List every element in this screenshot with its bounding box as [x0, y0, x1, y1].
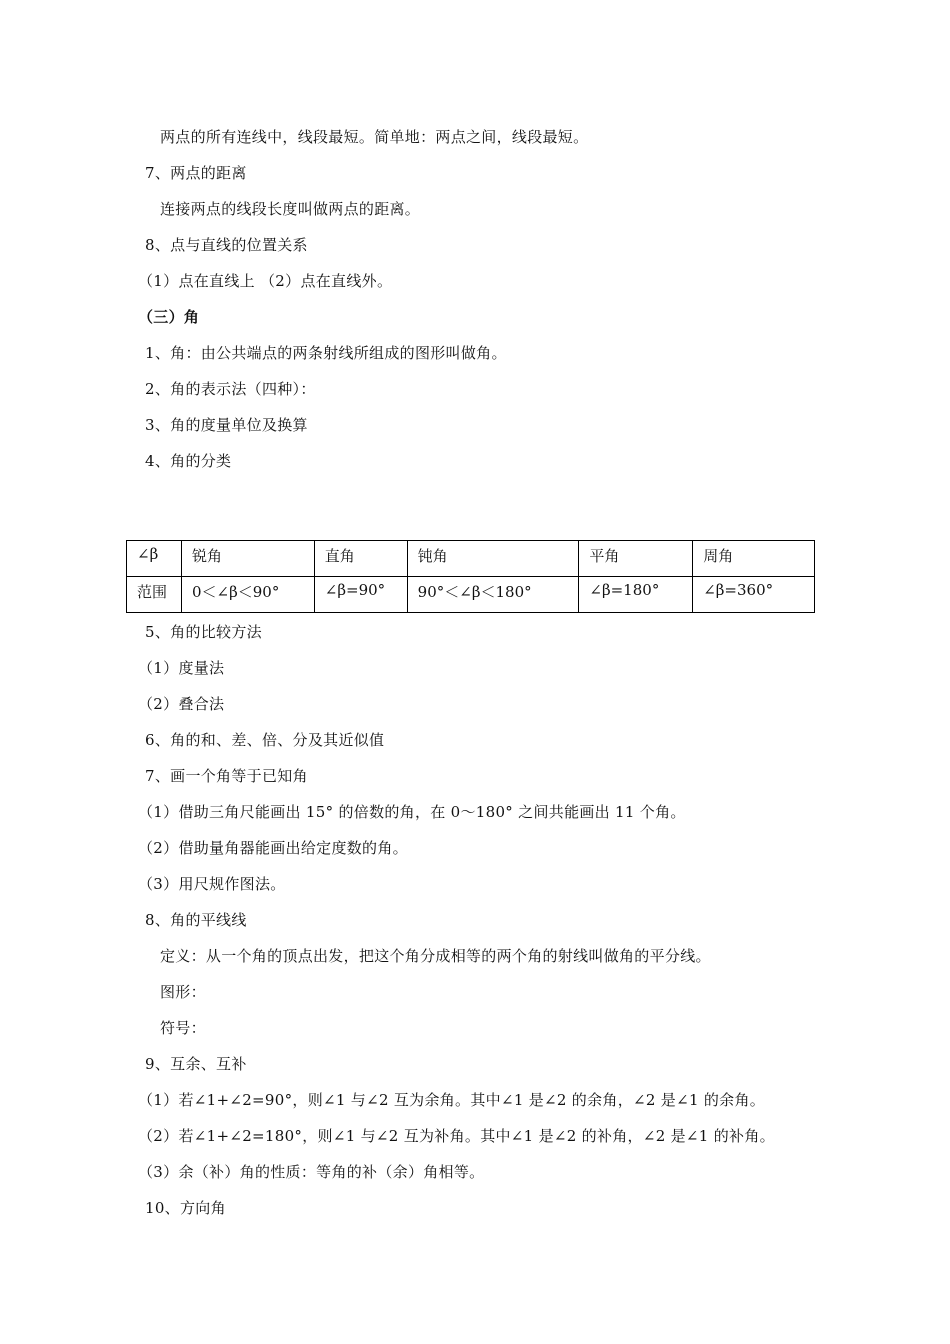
table-header-cell: ∠β — [127, 541, 182, 577]
text-line-point-positions: （1）点在直线上 （2）点在直线外。 — [138, 272, 393, 290]
section-heading-8-bisector: 8、角的平线线 — [145, 911, 247, 929]
section-heading-6-operations: 6、角的和、差、倍、分及其近似值 — [145, 731, 385, 749]
section-heading-4-classification: 4、角的分类 — [145, 452, 232, 470]
text-line-protractor: （2）借助量角器能画出给定度数的角。 — [138, 839, 408, 857]
table-row — [127, 541, 815, 577]
text-line-supplementary-angles: （2）若∠1+∠2=180°，则∠1 与∠2 互为补角。其中∠1 是∠2 的补角，∠2 是∠1 的补角。 — [138, 1127, 775, 1145]
text-line-overlap-method: （2）叠合法 — [138, 695, 225, 713]
text-line-measurement-method: （1）度量法 — [138, 659, 225, 677]
section-heading-5-comparison: 5、角的比较方法 — [145, 623, 262, 641]
text-line-figure-label: 图形： — [160, 983, 206, 1001]
section-heading-7-distance: 7、两点的距离 — [145, 164, 247, 182]
table-cell: ∠β=180° — [579, 577, 693, 613]
table-header-cell: 锐角 — [181, 541, 314, 577]
text-line-triangle-ruler: （1）借助三角尺能画出 15° 的倍数的角，在 0～180° 之间共能画出 11 个角。 — [138, 803, 686, 821]
section-heading-10-direction-angle: 10、方向角 — [145, 1199, 226, 1217]
table-header-cell: 钝角 — [407, 541, 579, 577]
section-heading-9-complementary: 9、互余、互补 — [145, 1055, 247, 1073]
text-line-symbol-label: 符号： — [160, 1019, 206, 1037]
table-header-cell: 直角 — [314, 541, 407, 577]
text-line-distance-definition: 连接两点的线段长度叫做两点的距离。 — [160, 200, 421, 218]
table-header-cell: 平角 — [579, 541, 693, 577]
chapter-heading-angle: （三）角 — [138, 308, 200, 326]
section-heading-8-point-line: 8、点与直线的位置关系 — [145, 236, 308, 254]
table-row — [127, 577, 815, 613]
section-heading-2-notation: 2、角的表示法（四种）： — [145, 380, 316, 398]
table-cell: 0＜∠β＜90° — [181, 577, 314, 613]
table-cell: ∠β=90° — [314, 577, 407, 613]
text-line-shortest-segment: 两点的所有连线中，线段最短。简单地：两点之间，线段最短。 — [160, 128, 589, 146]
table-cell: 90°＜∠β＜180° — [407, 577, 579, 613]
text-line-angle-property: （3）余（补）角的性质：等角的补（余）角相等。 — [138, 1163, 485, 1181]
text-line-complementary-angles: （1）若∠1+∠2=90°，则∠1 与∠2 互为余角。其中∠1 是∠2 的余角，∠2 是∠1 的余角。 — [138, 1091, 766, 1109]
angle-classification-table — [126, 540, 815, 613]
text-line-compass-construction: （3）用尺规作图法。 — [138, 875, 286, 893]
section-heading-7-draw-angle: 7、画一个角等于已知角 — [145, 767, 308, 785]
section-heading-3-units: 3、角的度量单位及换算 — [145, 416, 308, 434]
table-cell: ∠β=360° — [693, 577, 815, 613]
table-cell: 范围 — [127, 577, 182, 613]
table-header-cell: 周角 — [693, 541, 815, 577]
section-heading-1-angle-definition: 1、角：由公共端点的两条射线所组成的图形叫做角。 — [145, 344, 507, 362]
text-line-bisector-definition: 定义：从一个角的顶点出发，把这个角分成相等的两个角的射线叫做角的平分线。 — [160, 947, 711, 965]
